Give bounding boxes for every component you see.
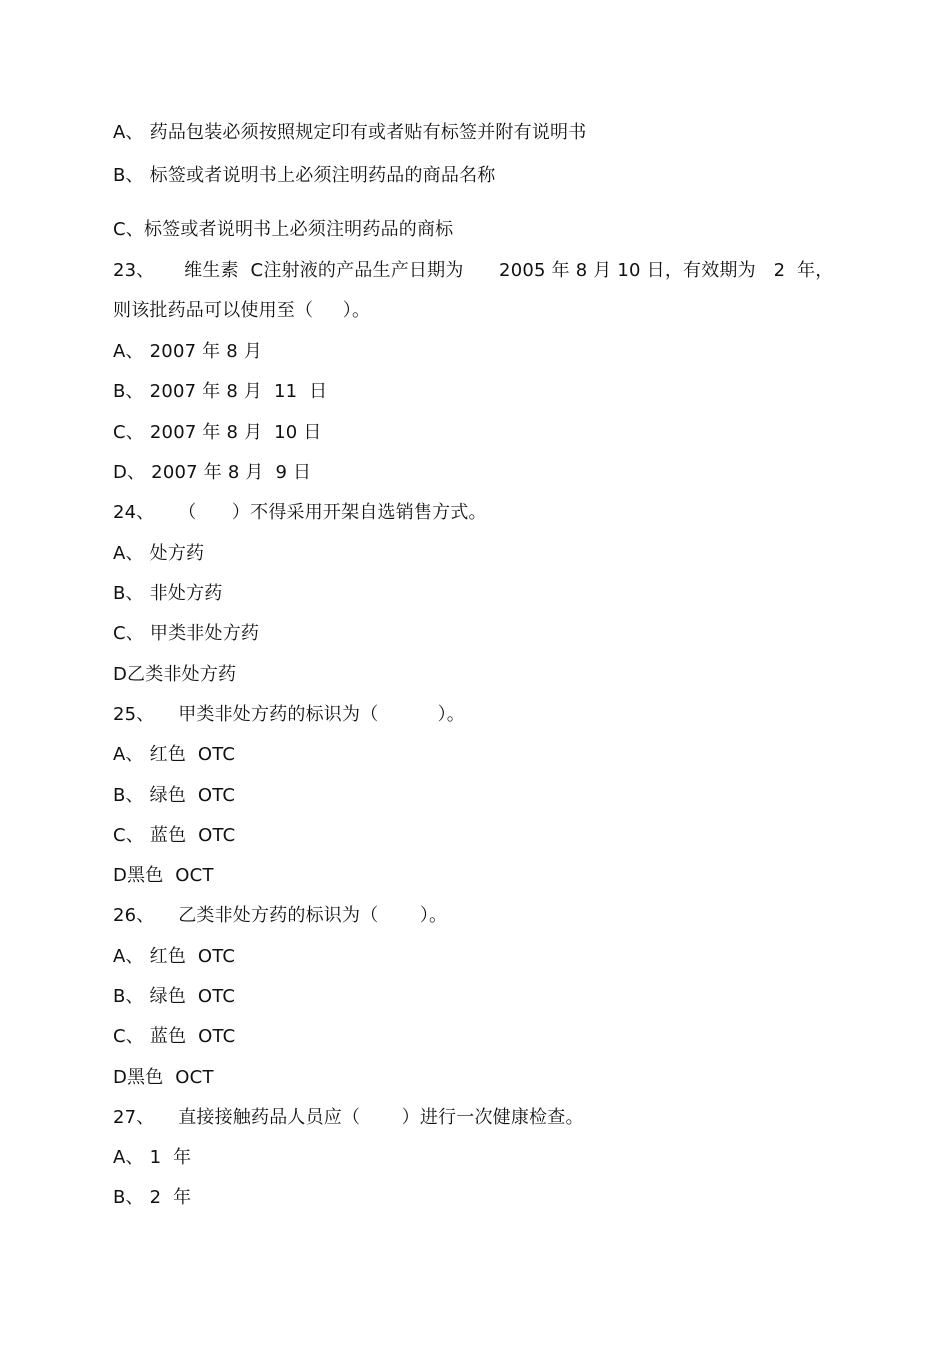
option-24-c: C、 甲类非处方药 <box>113 623 260 644</box>
question-26: 26、 乙类非处方药的标识为（ ）。 <box>113 905 448 926</box>
option-25-a: A、 红色 OTC <box>113 744 236 765</box>
option-27-a: A、 1 年 <box>113 1147 192 1168</box>
question-23: 23、 维生素 C注射液的产品生产日期为 2005 年 8 月 10 日，有效期为 2 年， <box>113 260 834 281</box>
option-24-a: A、 处方药 <box>113 543 205 564</box>
question-27: 27、 直接接触药品人员应（ ）进行一次健康检查。 <box>113 1107 584 1128</box>
option-26-b: B、 绿色 OTC <box>113 986 236 1007</box>
option-25-d: D黑色 OCT <box>113 865 214 886</box>
option-26-d: D黑色 OCT <box>113 1067 214 1088</box>
option-23-c: C、 2007 年 8 月 10 日 <box>113 422 322 443</box>
option-26-c: C、 蓝色 OTC <box>113 1026 236 1047</box>
option-23-a: A、 2007 年 8 月 <box>113 341 263 362</box>
option-25-c: C、 蓝色 OTC <box>113 825 236 846</box>
option-25-b: B、 绿色 OTC <box>113 785 236 806</box>
option-22-b: B、 标签或者说明书上必须注明药品的商品名称 <box>113 165 496 186</box>
option-24-d: D乙类非处方药 <box>113 664 237 685</box>
option-27-b: B、 2 年 <box>113 1187 192 1208</box>
question-24: 24、 （ ）不得采用开架自选销售方式。 <box>113 502 487 523</box>
option-24-b: B、 非处方药 <box>113 583 223 604</box>
option-22-c: C、标签或者说明书上必须注明药品的商标 <box>113 219 454 240</box>
option-26-a: A、 红色 OTC <box>113 946 236 967</box>
question-25: 25、 甲类非处方药的标识为（ ）。 <box>113 704 466 725</box>
question-23-continued: 则该批药品可以使用至（ ）。 <box>113 300 371 321</box>
option-23-b: B、 2007 年 8 月 11 日 <box>113 381 328 402</box>
option-22-a: A、 药品包装必须按照规定印有或者贴有标签并附有说明书 <box>113 122 587 143</box>
option-23-d: D、 2007 年 8 月 9 日 <box>113 462 312 483</box>
